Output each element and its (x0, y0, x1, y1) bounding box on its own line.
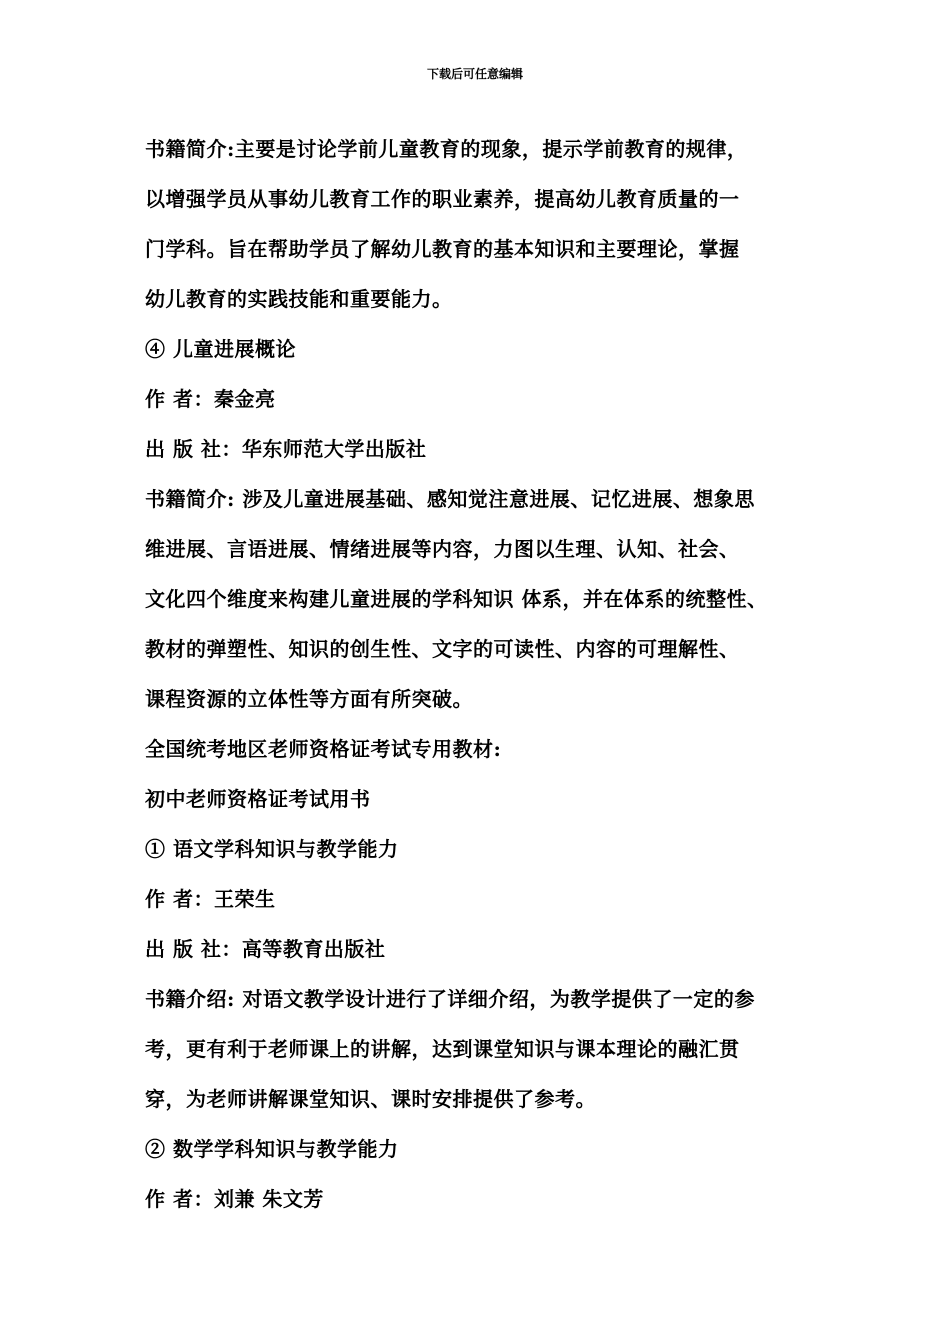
document-body (145, 124, 815, 1224)
text-line: 书籍简介:主要是讨论学前儿童教育的现象，提示学前教育的规律， (145, 137, 748, 161)
text-line: 以增强学员从事幼儿教育工作的职业素养，提高幼儿教育质量的一 (145, 187, 740, 211)
text-line: 文化四个维度来构建儿童进展的学科知识 体系，并在体系的统整性、 (145, 587, 768, 611)
text-line: 课程资源的立体性等方面有所突破。 (145, 687, 473, 711)
text-line: 教材的弹塑性、知识的创生性、文字的可读性、内容的可理解性、 (145, 637, 740, 661)
author-line: 作 者：王荣生 (145, 887, 276, 911)
category-heading: 全国统考地区老师资格证考试专用教材: (145, 737, 502, 761)
text-line: 穿，为老师讲解课堂知识、课时安排提供了参考。 (145, 1087, 596, 1111)
subcategory-heading: 初中老师资格证考试用书 (145, 787, 371, 811)
section-heading: ② 数学学科知识与教学能力 (145, 1137, 399, 1161)
text-line: 维进展、言语进展、情绪进展等内容，力图以生理、认知、社会、 (145, 537, 740, 561)
publisher-line: 出 版 社：高等教育出版社 (145, 937, 386, 961)
section-heading: ① 语文学科知识与教学能力 (145, 837, 399, 861)
text-line: 门学科。旨在帮助学员了解幼儿教育的基本知识和主要理论，掌握 (145, 237, 740, 261)
author-line: 作 者：刘兼 朱文芳 (145, 1187, 324, 1211)
author-line: 作 者：秦金亮 (145, 387, 276, 411)
publisher-line: 出 版 社：华东师范大学出版社 (145, 437, 427, 461)
text-line: 考，更有利于老师课上的讲解，达到课堂知识与课本理论的融汇贯 (145, 1037, 740, 1061)
text-line: 幼儿教育的实践技能和重要能力。 (145, 287, 453, 311)
section-heading: ④ 儿童进展概论 (145, 337, 296, 361)
text-line: 书籍介绍: 对语文教学设计进行了详细介绍，为教学提供了一定的参 (145, 987, 755, 1011)
text-line: 书籍简介: 涉及儿童进展基础、感知觉注意进展、记忆进展、想象思 (145, 487, 755, 511)
page-header: 下载后可任意编辑 (426, 67, 523, 81)
